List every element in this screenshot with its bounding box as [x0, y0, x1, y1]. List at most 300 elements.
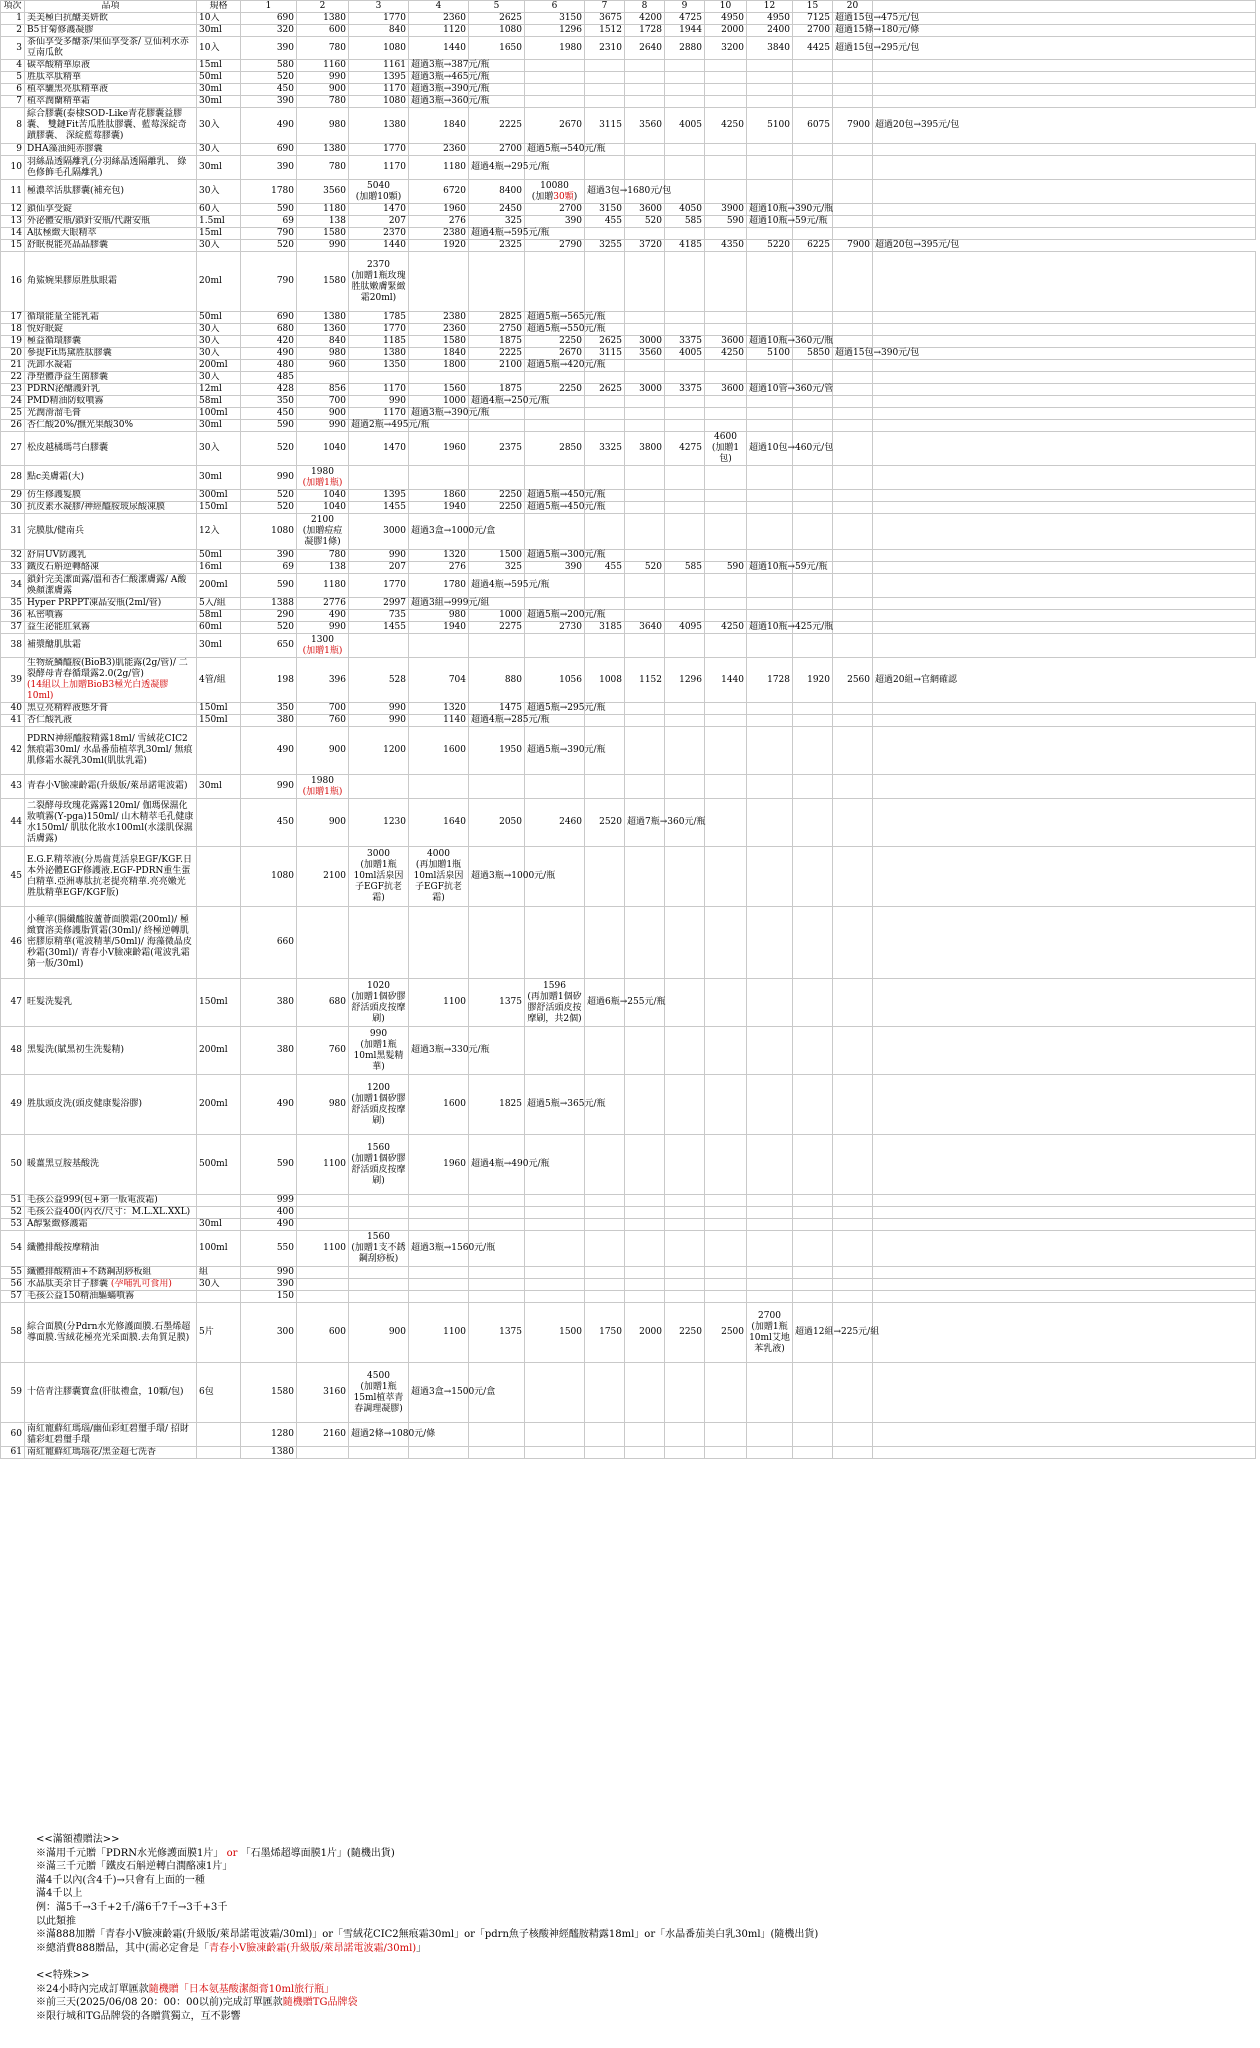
row-item-name: PDRN神經醯胺精露18ml/ 雪絨花CIC2無痕霜30ml/ 水晶番茄植萃乳30ml/ 無痕肌修霜水凝乳30ml(肌肽乳霜)	[25, 727, 197, 775]
empty-cell	[873, 574, 1256, 598]
price-cell: 590	[705, 562, 747, 574]
empty-cell	[705, 1135, 747, 1195]
empty-cell	[747, 360, 793, 372]
empty-cell	[525, 252, 585, 312]
price-cell-gift: 4600 (加贈1包)	[705, 432, 747, 466]
row-item-name: 植萃驪黑亮肽精華液	[25, 84, 197, 96]
price-cell: 3150	[525, 13, 585, 25]
price-cell: 1860	[409, 490, 469, 502]
price-cell: 3840	[747, 37, 793, 60]
price-cell: 1940	[409, 622, 469, 634]
empty-cell	[705, 715, 747, 727]
empty-cell	[747, 550, 793, 562]
empty-cell	[833, 180, 873, 204]
empty-cell	[665, 84, 705, 96]
table-row	[1, 1267, 1256, 1279]
price-cell: 2700	[793, 25, 833, 37]
empty-cell	[665, 466, 705, 490]
price-cell: 1180	[297, 574, 349, 598]
row-index: 37	[1, 622, 25, 634]
price-cell: 3560	[625, 348, 665, 360]
price-cell: 900	[349, 1303, 409, 1363]
price-cell: 856	[297, 384, 349, 396]
empty-cell	[873, 979, 1256, 1027]
note-line: 滿4千以上	[36, 1888, 83, 1900]
row-item-note: (14組以上加贈BioB3極光白透凝膠10ml)	[27, 680, 169, 701]
header-qty-6: 6	[525, 1, 585, 13]
empty-cell	[349, 1279, 409, 1291]
price-cell: 1770	[349, 324, 409, 336]
empty-cell	[747, 799, 793, 847]
row-item-name: Hyper PRPPT凍晶安瓶(2ml/管)	[25, 598, 197, 610]
empty-cell	[625, 252, 665, 312]
empty-cell	[833, 847, 873, 907]
price-cell: 390	[241, 156, 297, 180]
empty-cell	[793, 727, 833, 775]
empty-cell	[793, 1363, 833, 1423]
price-cell: 1040	[297, 432, 349, 466]
price-cell-gift: 1560 (加贈1支不銹鋼刮痧板)	[349, 1231, 409, 1267]
empty-cell	[747, 1279, 793, 1291]
row-item-name: 綜合面膜(分Pdrn水光修護面膜.石墨烯超導面膜.雪絨花極亮光采面膜.去角質足膜)	[25, 1303, 197, 1363]
empty-cell	[705, 1207, 747, 1219]
price-cell: 4275	[665, 432, 705, 466]
note-line: ※24小時內完成訂單匯款隨機贈「日本氨基酸潔顏膏10ml旅行瓶」	[36, 1983, 335, 1995]
promotion-notes	[36, 1833, 1236, 2023]
empty-cell	[665, 1207, 705, 1219]
empty-cell	[625, 1195, 665, 1207]
price-cell: 1040	[297, 502, 349, 514]
empty-cell	[665, 1027, 705, 1075]
price-cell: 300	[241, 1303, 297, 1363]
price-cell: 1296	[525, 25, 585, 37]
price-cell: 490	[241, 727, 297, 775]
price-cell: 1785	[349, 312, 409, 324]
row-note: 超過4瓶→285元/瓶	[469, 715, 525, 727]
empty-cell	[585, 634, 625, 658]
empty-cell	[665, 514, 705, 550]
empty-cell	[585, 408, 625, 420]
price-cell: 2380	[409, 228, 469, 240]
empty-cell	[873, 562, 1256, 574]
empty-cell	[585, 1219, 625, 1231]
empty-cell	[705, 1279, 747, 1291]
empty-cell	[297, 1219, 349, 1231]
note-line: ※總消費888贈品，其中(需必定會是「青春小V臉凍齡霜(升級版/萊昂諾電波霜/30ml)」	[36, 1942, 427, 1954]
row-spec: 30ml	[197, 775, 241, 799]
row-index: 36	[1, 610, 25, 622]
empty-cell	[665, 1363, 705, 1423]
empty-cell	[793, 490, 833, 502]
empty-cell	[747, 502, 793, 514]
price-cell: 2825	[469, 312, 525, 324]
price-cell: 1180	[409, 156, 469, 180]
price-cell: 207	[349, 562, 409, 574]
empty-cell	[665, 1291, 705, 1303]
row-note: 超過3盒→1500元/盒	[409, 1363, 469, 1423]
table-row	[1, 396, 1256, 408]
empty-cell	[705, 727, 747, 775]
empty-cell	[705, 775, 747, 799]
empty-cell	[747, 466, 793, 490]
row-item-name: 綜合膠囊(泰棣SOD-Like青花膠囊益膠囊、 雙鏈Fit苦瓜胜肽膠囊、藍莓深綻奇蹟膠囊、 深綻藍莓膠囊)	[25, 108, 197, 144]
row-spec: 30入	[197, 432, 241, 466]
price-cell: 990	[349, 715, 409, 727]
table-row	[1, 1423, 1256, 1447]
table-row	[1, 550, 1256, 562]
row-item-name: 旺髮洗髮乳	[25, 979, 197, 1027]
empty-cell	[793, 324, 833, 336]
empty-cell	[747, 574, 793, 598]
price-cell-gift: 1596 (再加贈1個矽膠舒活頭皮按摩刷，共2個)	[525, 979, 585, 1027]
table-row	[1, 1303, 1256, 1363]
empty-cell	[747, 1075, 793, 1135]
empty-cell	[525, 1267, 585, 1279]
row-index: 34	[1, 574, 25, 598]
row-note: 超過10瓶→425元/瓶	[747, 622, 793, 634]
empty-cell	[705, 96, 747, 108]
row-spec: 16ml	[197, 562, 241, 574]
price-cell: 490	[241, 1075, 297, 1135]
price-cell: 980	[297, 348, 349, 360]
empty-cell	[873, 907, 1256, 979]
empty-cell	[747, 96, 793, 108]
price-cell: 4050	[665, 204, 705, 216]
table-row	[1, 799, 1256, 847]
row-spec	[197, 847, 241, 907]
empty-cell	[585, 1267, 625, 1279]
row-index: 7	[1, 96, 25, 108]
price-cell-gift: 10080 (加贈30顆)	[525, 180, 585, 204]
price-cell: 980	[297, 1075, 349, 1135]
empty-cell	[747, 1135, 793, 1195]
row-index: 49	[1, 1075, 25, 1135]
price-cell: 780	[297, 550, 349, 562]
price-cell: 1056	[525, 658, 585, 703]
row-note: 超過3瓶→1560元/瓶	[409, 1231, 469, 1267]
empty-cell	[665, 144, 705, 156]
price-cell: 420	[241, 336, 297, 348]
row-spec: 30ml	[197, 84, 241, 96]
empty-cell	[409, 634, 469, 658]
price-cell: 1950	[469, 727, 525, 775]
empty-cell	[625, 466, 665, 490]
price-cell: 3200	[705, 37, 747, 60]
price-cell: 1875	[469, 384, 525, 396]
price-cell: 1770	[349, 144, 409, 156]
row-spec: 100ml	[197, 408, 241, 420]
price-cell: 1100	[409, 1303, 469, 1363]
price-cell-gift: 4000 (再加贈1瓶10ml活泉因子EGF抗老霜)	[409, 847, 469, 907]
row-spec: 15ml	[197, 60, 241, 72]
price-cell: 1000	[469, 610, 525, 622]
empty-cell	[585, 96, 625, 108]
price-cell: 4095	[665, 622, 705, 634]
price-cell: 1000	[409, 396, 469, 408]
price-cell: 990	[297, 622, 349, 634]
price-cell: 350	[241, 703, 297, 715]
row-item-name: B5甘菊修護凝膠	[25, 25, 197, 37]
empty-cell	[705, 396, 747, 408]
price-cell: 2997	[349, 598, 409, 610]
table-row	[1, 562, 1256, 574]
empty-cell	[625, 324, 665, 336]
price-cell: 1980	[525, 37, 585, 60]
row-item-name: 悅好眠錠	[25, 324, 197, 336]
row-item-name: 淨塑體淨益生菌膠囊	[25, 372, 197, 384]
row-item-name: DHA藻油純赤膠囊	[25, 144, 197, 156]
price-cell: 1560	[409, 384, 469, 396]
row-index: 40	[1, 703, 25, 715]
price-cell: 1170	[349, 384, 409, 396]
table-row	[1, 775, 1256, 799]
price-cell: 780	[297, 156, 349, 180]
row-index: 4	[1, 60, 25, 72]
empty-cell	[349, 1195, 409, 1207]
row-item-name: 胜肽頭皮洗(頭皮健康髮浴膠)	[25, 1075, 197, 1135]
empty-cell	[873, 775, 1256, 799]
empty-cell	[409, 1279, 469, 1291]
row-item-name: 毛孩公益999(包+第一版電波霜)	[25, 1195, 197, 1207]
price-cell: 520	[241, 502, 297, 514]
row-item-name: 洗卸水凝霜	[25, 360, 197, 372]
empty-cell	[747, 979, 793, 1027]
table-row	[1, 1135, 1256, 1195]
row-item-name: 外泌體安瓶/鎖針安瓶/代謝安瓶	[25, 216, 197, 228]
empty-cell	[705, 372, 747, 384]
gift-note: (加贈1瓶玫瑰胜肽嫩膚緊緻霜20ml)	[351, 270, 406, 303]
empty-cell	[625, 514, 665, 550]
row-spec: 50ml	[197, 312, 241, 324]
empty-cell	[469, 1195, 525, 1207]
row-note: 超過5瓶→450元/瓶	[525, 490, 585, 502]
table-row	[1, 37, 1256, 60]
empty-cell	[833, 156, 873, 180]
table-row	[1, 1279, 1256, 1291]
price-cell: 2750	[469, 324, 525, 336]
row-spec: 58ml	[197, 610, 241, 622]
empty-cell	[525, 96, 585, 108]
price-cell: 990	[297, 420, 349, 432]
row-spec: 10入	[197, 13, 241, 25]
row-index: 12	[1, 204, 25, 216]
empty-cell	[793, 466, 833, 490]
price-cell: 780	[297, 37, 349, 60]
empty-cell	[705, 847, 747, 907]
row-note: 超過5瓶→390元/瓶	[525, 727, 585, 775]
empty-cell	[469, 1423, 525, 1447]
empty-cell	[747, 84, 793, 96]
empty-cell	[833, 502, 873, 514]
price-cell: 380	[241, 979, 297, 1027]
price-cell: 2275	[469, 622, 525, 634]
empty-cell	[625, 610, 665, 622]
empty-cell	[793, 1267, 833, 1279]
price-cell: 650	[241, 634, 297, 658]
price-cell: 3255	[585, 240, 625, 252]
price-cell: 1512	[585, 25, 625, 37]
empty-cell	[585, 574, 625, 598]
empty-cell	[873, 180, 1256, 204]
empty-cell	[705, 634, 747, 658]
empty-cell	[793, 1207, 833, 1219]
price-cell: 3900	[705, 204, 747, 216]
header-qty-3: 3	[349, 1, 409, 13]
row-spec: 15ml	[197, 228, 241, 240]
row-note: 超過5瓶→365元/瓶	[525, 1075, 585, 1135]
empty-cell	[833, 396, 873, 408]
row-index: 16	[1, 252, 25, 312]
price-cell: 1470	[349, 432, 409, 466]
price-cell: 290	[241, 610, 297, 622]
price-cell: 520	[241, 432, 297, 466]
row-spec	[197, 1207, 241, 1219]
price-cell: 1320	[409, 550, 469, 562]
price-cell: 520	[625, 216, 665, 228]
note-line	[36, 1955, 1236, 1969]
empty-cell	[349, 1447, 409, 1459]
empty-cell	[793, 1231, 833, 1267]
empty-cell	[873, 715, 1256, 727]
price-cell: 2500	[705, 1303, 747, 1363]
empty-cell	[873, 1279, 1256, 1291]
row-item-name: 美美極白抗醣美妍飲	[25, 13, 197, 25]
empty-cell	[625, 1291, 665, 1303]
gift-note: (加贈1支不銹鋼刮痧板)	[351, 1243, 406, 1264]
price-cell: 2360	[409, 13, 469, 25]
row-spec: 100ml	[197, 1231, 241, 1267]
row-index: 48	[1, 1027, 25, 1075]
empty-cell	[525, 372, 585, 384]
row-note: 超過12組→225元/組	[793, 1303, 833, 1363]
price-cell: 1800	[409, 360, 469, 372]
empty-cell	[873, 324, 1256, 336]
price-cell: 490	[241, 108, 297, 144]
price-cell: 840	[349, 25, 409, 37]
empty-cell	[705, 144, 747, 156]
price-cell: 3640	[625, 622, 665, 634]
empty-cell	[665, 1075, 705, 1135]
empty-cell	[873, 1075, 1256, 1135]
price-cell: 2250	[525, 384, 585, 396]
empty-cell	[793, 1195, 833, 1207]
price-cell: 8400	[469, 180, 525, 204]
empty-cell	[625, 715, 665, 727]
price-cell: 320	[241, 25, 297, 37]
empty-cell	[747, 180, 793, 204]
empty-cell	[625, 1363, 665, 1423]
price-cell: 900	[297, 84, 349, 96]
table-row	[1, 1027, 1256, 1075]
empty-cell	[705, 1363, 747, 1423]
row-index: 55	[1, 1267, 25, 1279]
row-index: 2	[1, 25, 25, 37]
price-cell: 3000	[625, 384, 665, 396]
row-note: 超過10包→460元/包	[747, 432, 793, 466]
empty-cell	[793, 396, 833, 408]
row-note: 超過2條→1080元/條	[349, 1423, 409, 1447]
empty-cell	[873, 1447, 1256, 1459]
empty-cell	[793, 634, 833, 658]
note-line: 例：滿5千→3千+2千/滿6千7千→3千+3千	[36, 1901, 228, 1913]
row-note: 超過10瓶→390元/瓶	[747, 204, 793, 216]
empty-cell	[747, 715, 793, 727]
empty-cell	[585, 1447, 625, 1459]
row-item-name: 光潤滑溜毛膏	[25, 408, 197, 420]
empty-cell	[705, 703, 747, 715]
empty-cell	[833, 622, 873, 634]
price-cell: 276	[409, 562, 469, 574]
empty-cell	[793, 775, 833, 799]
empty-cell	[747, 1267, 793, 1279]
empty-cell	[665, 1423, 705, 1447]
price-cell: 2250	[665, 1303, 705, 1363]
gift-note: (加贈1瓶10ml活泉因子EGF抗老霜)	[353, 860, 404, 903]
empty-cell	[747, 1447, 793, 1459]
row-item-name: 南紅寵蘚紅瑪瑙/幽仙彩虹碧璽手環/ 招財貓彩虹碧璽手環	[25, 1423, 197, 1447]
empty-cell	[665, 634, 705, 658]
empty-cell	[585, 907, 625, 979]
empty-cell	[747, 1291, 793, 1303]
row-note: 超過2瓶→495元/瓶	[349, 420, 409, 432]
row-index: 30	[1, 502, 25, 514]
price-cell: 980	[409, 610, 469, 622]
row-note: 超過5瓶→420元/瓶	[525, 360, 585, 372]
empty-cell	[469, 1447, 525, 1459]
row-item-name: E.G.F.精萃液(分馬齒莧活泉EGF/KGF.日本外泌體EGF修護液.EGF-PDRN重生蛋白精華.亞洲專肽抗老提亮精華.亮亮嫩光胜肽精華EGF/KGF版)	[25, 847, 197, 907]
header-qty-7: 7	[585, 1, 625, 13]
row-index: 47	[1, 979, 25, 1027]
empty-cell	[833, 610, 873, 622]
empty-cell	[705, 1027, 747, 1075]
row-index: 17	[1, 312, 25, 324]
empty-cell	[873, 1291, 1256, 1303]
header-spec: 規格	[197, 1, 241, 13]
empty-cell	[833, 144, 873, 156]
price-cell: 2250	[469, 502, 525, 514]
price-cell: 3600	[625, 204, 665, 216]
row-spec: 30ml	[197, 156, 241, 180]
price-cell: 600	[297, 1303, 349, 1363]
empty-cell	[833, 216, 873, 228]
row-note: 超過5瓶→565元/瓶	[525, 312, 585, 324]
empty-cell	[409, 1291, 469, 1303]
price-cell: 138	[297, 562, 349, 574]
gift-note: (加贈1瓶)	[302, 786, 343, 797]
table-row	[1, 703, 1256, 715]
empty-cell	[747, 156, 793, 180]
empty-cell	[469, 1279, 525, 1291]
price-cell: 69	[241, 562, 297, 574]
empty-cell	[297, 1207, 349, 1219]
empty-cell	[833, 466, 873, 490]
row-spec: 200ml	[197, 1027, 241, 1075]
price-cell: 4250	[705, 622, 747, 634]
price-cell: 700	[297, 703, 349, 715]
empty-cell	[793, 360, 833, 372]
empty-cell	[833, 1135, 873, 1195]
empty-cell	[873, 1423, 1256, 1447]
price-cell: 2625	[585, 384, 625, 396]
empty-cell	[409, 907, 469, 979]
table-row	[1, 634, 1256, 658]
price-cell: 585	[665, 216, 705, 228]
row-item-name: 益生泌能肛氣霧	[25, 622, 197, 634]
price-cell-gift: 1980 (加贈1瓶)	[297, 466, 349, 490]
table-row	[1, 13, 1256, 25]
empty-cell	[297, 1267, 349, 1279]
empty-cell	[625, 144, 665, 156]
